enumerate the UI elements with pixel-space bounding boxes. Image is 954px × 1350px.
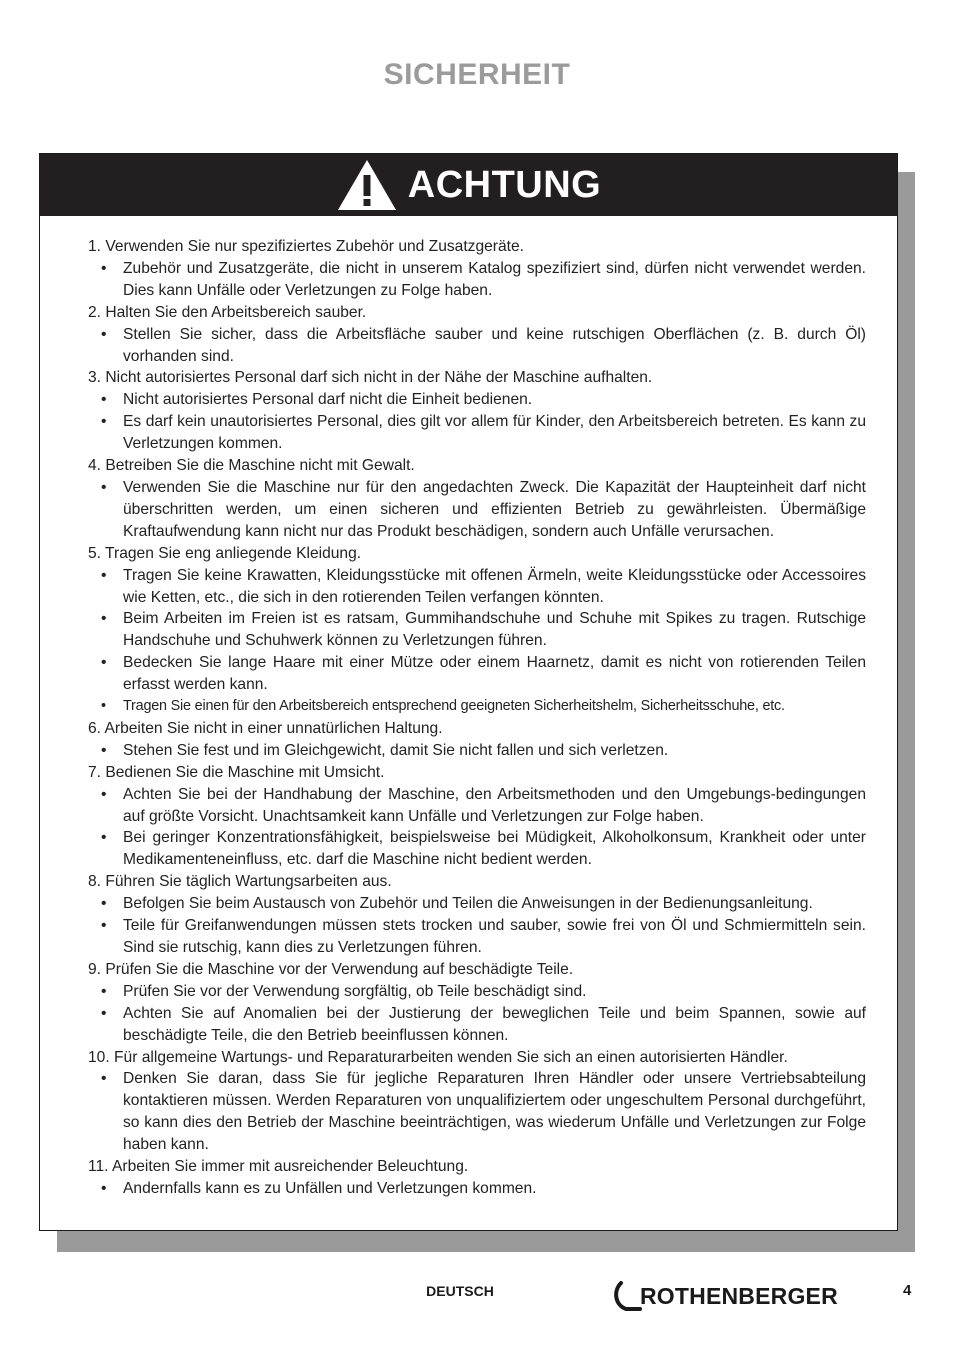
warning-list	[88, 236, 866, 1200]
bullet-point: • Verwenden Sie die Maschine nur für den angedachten Zweck. Die Kapazität der Haupteinheit darf nicht überschritten werden, um einen sicheren und effizienten Betrieb zu gewährleisten. Übermäßige Kraftaufwendung kann nicht nur das Produkt beschädigen, sondern auch Unfälle verursachen.	[88, 477, 866, 543]
list-item-title: 9. Prüfen Sie die Maschine vor der Verwendung auf beschädigte Teile.	[88, 960, 574, 978]
list-item	[88, 236, 866, 302]
bullet-point: • Befolgen Sie beim Austausch von Zubehör und Teilen die Anweisungen in der Bedienungsanleitung.	[88, 893, 866, 915]
footer-language: DEUTSCH	[426, 1283, 494, 1299]
list-item-title: 11. Arbeiten Sie immer mit ausreichender Beleuchtung.	[88, 1158, 469, 1176]
list-item-title: 2. Halten Sie den Arbeitsbereich sauber.	[88, 303, 367, 321]
list-item	[88, 762, 866, 872]
bullet-point: • Teile für Greifanwendungen müssen stets trocken und sauber, sowie frei von Öl und Schmiermitteln sein. Sind sie rutschig, kann dies zu Verletzungen führen.	[88, 915, 866, 959]
list-item-title: 5. Tragen Sie eng anliegende Kleidung.	[88, 544, 362, 562]
logo-mark-icon	[612, 1279, 642, 1313]
brand-name: ROTHENBERGER	[640, 1282, 838, 1309]
page-title: SICHERHEIT	[383, 58, 571, 91]
brand-logo	[612, 1278, 838, 1314]
list-item-title: 6. Arbeiten Sie nicht in einer unnatürlichen Haltung.	[88, 719, 443, 737]
list-item-title: 10. Für allgemeine Wartungs- und Reparaturarbeiten wenden Sie sich an einen autorisierten Händler.	[88, 1048, 788, 1066]
list-item	[88, 1047, 866, 1157]
list-item	[88, 543, 866, 718]
list-item	[88, 959, 866, 1047]
bullet-point: • Bedecken Sie lange Haare mit einer Mütze oder einem Haarnetz, damit es nicht von rotierenden Teilen erfasst werden kann.	[88, 652, 866, 696]
bullet-point: • Zubehör und Zusatzgeräte, die nicht in unserem Katalog spezifiziert sind, dürfen nicht verwendet werden. Dies kann Unfälle oder Verletzungen zu Folge haben.	[88, 258, 866, 302]
bullet-point: • Achten Sie auf Anomalien bei der Justierung der beweglichen Teile und beim Spannen, sowie auf beschädigte Teile, die den Betrieb beeinflussen können.	[88, 1003, 866, 1047]
list-item-title: 8. Führen Sie täglich Wartungsarbeiten aus.	[88, 873, 392, 891]
page-number: 4	[903, 1282, 912, 1299]
list-item-title: 3. Nicht autorisiertes Personal darf sich nicht in der Nähe der Maschine aufhalten.	[88, 369, 653, 387]
bullet-point: • Stellen Sie sicher, dass die Arbeitsfläche sauber und keine rutschigen Oberflächen (z. B. durch Öl) vorhanden sind.	[88, 324, 866, 368]
list-item	[88, 302, 866, 368]
bullet-point: • Bei geringer Konzentrationsfähigkeit, beispielsweise bei Müdigkeit, Alkoholkonsum, Krankheit oder unter Medikamenteneinfluss, etc. darf die Maschine nicht bedient werden.	[88, 827, 866, 871]
list-item-title: 7. Bedienen Sie die Maschine mit Umsicht.	[88, 763, 385, 781]
bullet-point: • Prüfen Sie vor der Verwendung sorgfältig, ob Teile beschädigt sind.	[88, 981, 866, 1003]
list-item	[88, 718, 866, 762]
bullet-point: • Tragen Sie keine Krawatten, Kleidungsstücke mit offenen Ärmeln, weite Kleidungsstücke oder Accessoires wie Ketten, etc., die sich in den rotierenden Teilen verfangen könnten.	[88, 565, 866, 609]
list-item-title: 1. Verwenden Sie nur spezifiziertes Zubehör und Zusatzgeräte.	[88, 238, 525, 255]
warning-triangle-icon	[336, 158, 398, 212]
list-item	[88, 1156, 866, 1200]
list-item-title: 4. Betreiben Sie die Maschine nicht mit Gewalt.	[88, 457, 415, 475]
warning-title: ACHTUNG	[407, 163, 602, 206]
bullet-point: • Andernfalls kann es zu Unfällen und Verletzungen kommen.	[88, 1178, 866, 1200]
list-item	[88, 455, 866, 543]
bullet-point: • Denken Sie daran, dass Sie für jegliche Reparaturen Ihren Händler oder unsere Vertriebsabteilung kontaktieren müssen. Werden Reparaturen von unqualifiziertem oder ungeschultem Personal durchgeführt, so kann dies den Betrieb der Maschine beeinträchtigen, was wiederum Unfälle und Verletzungen zur Folge haben kann.	[88, 1068, 866, 1156]
bullet-point: • Es darf kein unautorisiertes Personal, dies gilt vor allem für Kinder, den Arbeitsbereich betreten. Es kann zu Verletzungen kommen.	[88, 411, 866, 455]
warning-box	[39, 153, 898, 1231]
list-item	[88, 367, 866, 455]
list-item	[88, 871, 866, 959]
bullet-point: • Tragen Sie einen für den Arbeitsbereich entsprechend geeigneten Sicherheitshelm, Sicherheitsschuhe, etc.	[88, 696, 866, 718]
bullet-point: • Beim Arbeiten im Freien ist es ratsam, Gummihandschuhe und Schuhe mit Spikes zu tragen. Rutschige Handschuhe und Schuhwerk können zu Verletzungen führen.	[88, 608, 866, 652]
bullet-point: • Achten Sie bei der Handhabung der Maschine, den Arbeitsmethoden und den Umgebungs-bedingungen auf größte Vorsicht. Unachtsamkeit kann Unfälle und Verletzungen zur Folge haben.	[88, 784, 866, 828]
bullet-point: • Nicht autorisiertes Personal darf nicht die Einheit bedienen.	[88, 389, 866, 411]
warning-header	[40, 154, 897, 216]
bullet-point: • Stehen Sie fest und im Gleichgewicht, damit Sie nicht fallen und sich verletzen.	[88, 740, 866, 762]
